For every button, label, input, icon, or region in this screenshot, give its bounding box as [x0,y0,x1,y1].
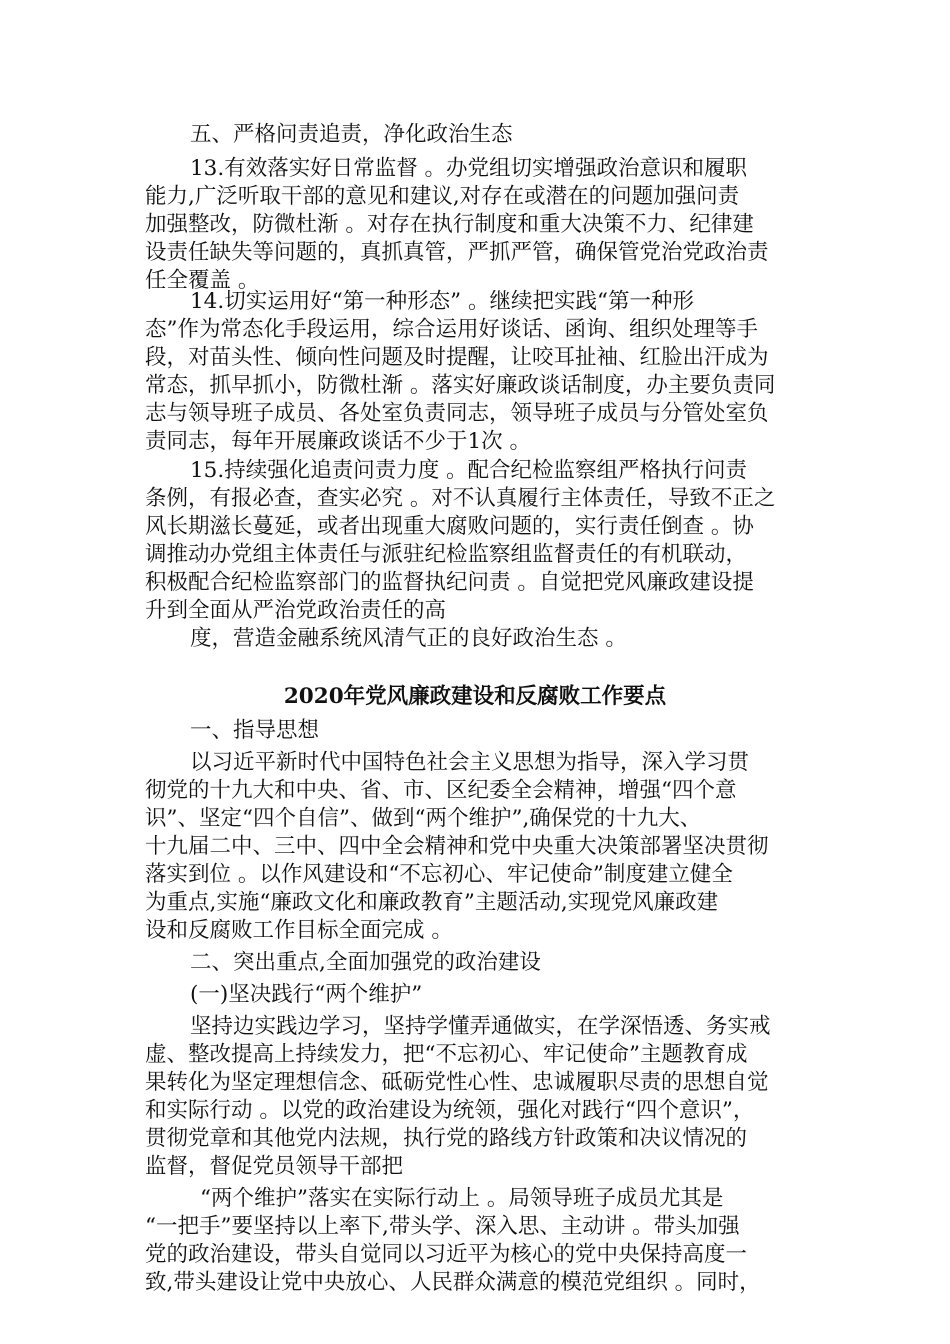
paragraph-line: 常态，抓早抓小，防微杜渐 。落实好廉政谈话制度，办主要负责同 [145,373,776,398]
paragraph-line: 识”、坚定“四个自信”、做到“两个维护”,确保党的十九大、 [145,806,702,831]
paragraph-line: 能力,广泛听取干部的意见和建议,对存在或潜在的问题加强问责 [145,184,740,209]
paragraph-line: 致,带头建设让党中央放心、人民群众满意的模范党组织 。同时， [145,1270,761,1295]
paragraph-line: “两个维护”落实在实际行动上 。局领导班子成员尤其是 [200,1186,724,1211]
paragraph-line: 13.有效落实好日常监督 。办党组切实增强政治意识和履职 [190,156,748,181]
paragraph-line: 15.持续强化追责问责力度 。配合纪检监察组严格执行问责 [190,458,748,483]
paragraph-line: 坚持边实践边学习，坚持学懂弄通做实，在学深悟透、务实戒 [190,1014,771,1039]
paragraph-line: 十九届二中、三中、四中全会精神和党中央重大决策部署坚决贯彻 [145,834,769,859]
paragraph-line: 志与领导班子成员、各处室负责同志，领导班子成员与分管处室负 [145,401,769,426]
paragraph-line: 调推动办党组主体责任与派驻纪检监察组监督责任的有机联动， [145,542,748,567]
paragraph-line: 升到全面从严治党政治责任的高 [145,598,447,623]
paragraph-line: 段，对苗头性、倾向性问题及时提醒，让咬耳扯袖、红脸出汗成为 [145,345,769,370]
paragraph-line: 风长期滋长蔓延，或者出现重大腐败问题的，实行责任倒查 。协 [145,514,754,539]
paragraph-line: 监督，督促党员领导干部把 [145,1154,404,1179]
section-heading-1: 一、指导思想 [190,718,320,743]
paragraph-line: 积极配合纪检监察部门的监督执纪问责 。自觉把党风廉政建设提 [145,570,754,595]
paragraph-line: 以习近平新时代中国特色社会主义思想为指导，深入学习贯 [190,750,750,775]
paragraph-line: 条例，有报必查，查实必究 。对不认真履行主体责任，导致不正之 [145,486,776,511]
paragraph-line: 加强整改，防微杜渐 。对存在执行制度和重大决策不力、纪律建 [145,212,754,237]
paragraph-line: 设和反腐败工作目标全面完成 。 [145,918,453,943]
paragraph-line: 度，营造金融系统风清气正的良好政治生态 。 [190,626,627,651]
paragraph-line: 14.切实运用好“第一种形态” 。继续把实践“第一种形 [190,289,695,314]
section-heading-2: 二、突出重点,全面加强党的政治建设 [190,950,541,975]
paragraph-line: 设责任缺失等问题的，真抓真管，严抓严管，确保管党治党政治责 [145,240,769,265]
paragraph-line: 贯彻党章和其他党内法规，执行党的路线方针政策和决议情况的 [145,1126,748,1151]
paragraph-line: 虚、整改提高上持续发力，把“不忘初心、牢记使命”主题教育成 [145,1042,748,1067]
paragraph-line: 为重点,实施“廉政文化和廉政教育”主题活动,实现党风廉政建 [145,890,719,915]
paragraph-line: 任全覆盖 。 [145,268,260,293]
paragraph-line: 果转化为坚定理想信念、砥砺党性心性、忠诚履职尽责的思想自觉 [145,1070,769,1095]
paragraph-line: 彻党的十九大和中央、省、市、区纪委全会精神，增强“四个意 [145,778,737,803]
section-heading-5: 五、严格问责追责，净化政治生态 [190,122,513,147]
paragraph-line: 和实际行动 。以党的政治建设为统领，强化对践行“四个意识”， [145,1098,755,1123]
document-title: 2020年党风廉政建设和反腐败工作要点 [283,684,667,709]
subsection-heading-1: (一)坚决践行“两个维护” [190,982,423,1007]
paragraph-line: 党的政治建设，带头自觉同以习近平为核心的党中央保持高度一 [145,1242,748,1267]
paragraph-line: 态”作为常态化手段运用，综合运用好谈话、函询、组织处理等手 [145,317,758,342]
paragraph-line: “一把手”要坚持以上率下,带头学、深入思、主动讲 。带头加强 [145,1214,740,1239]
paragraph-line: 责同志，每年开展廉政谈话不少于1次 。 [145,429,532,454]
paragraph-line: 落实到位 。以作风建设和“不忘初心、牢记使命”制度建立健全 [145,862,733,887]
